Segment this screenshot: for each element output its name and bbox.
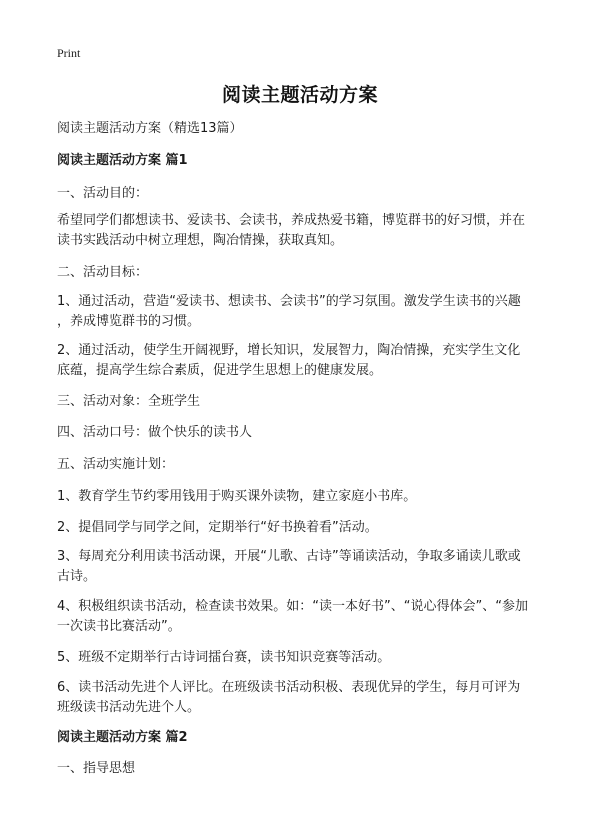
plan-item-1: 1、教育学生节约零用钱用于购买课外读物，建立家庭小书库。 xyxy=(57,489,417,504)
plan-4-line-2: 一次读书比赛活动”。 xyxy=(57,619,181,634)
plan-6-line-1: 6、读书活动先进个人评比。在班级读书活动积极、表现优异的学生，每月可评为 xyxy=(57,680,521,695)
goal-1-line-2: ，养成博览群书的习惯。 xyxy=(57,314,201,329)
plan-3-line-1: 3、每周充分利用读书活动课，开展“儿歌、古诗”等诵读活动，争取多诵读儿歌或 xyxy=(57,549,521,564)
purpose-line-1: 希望同学们都想读书、爱读书、会读书，养成热爱书籍，博览群书的好习惯，并在 xyxy=(57,213,526,228)
document-subtitle: 阅读主题活动方案（精选13篇） xyxy=(57,121,243,136)
plan-label: 五、活动实施计划： xyxy=(57,457,175,472)
plan-item-5: 5、班级不定期举行古诗词擂台赛，读书知识竞赛等活动。 xyxy=(57,650,391,665)
goal-2-line-1: 2、通过活动，使学生开阔视野，增长知识，发展智力，陶冶情操，充实学生文化 xyxy=(57,343,521,358)
section-heading-1: 阅读主题活动方案 篇1 xyxy=(57,153,188,168)
plan-item-4 xyxy=(57,597,547,637)
goal-label: 二、活动目标： xyxy=(57,265,149,280)
section-heading-2: 阅读主题活动方案 篇2 xyxy=(57,730,188,745)
plan-item-6 xyxy=(57,678,547,718)
plan-item-2: 2、提倡同学与同学之间，定期举行“好书换着看”活动。 xyxy=(57,520,378,535)
plan-3-line-2: 古诗。 xyxy=(57,569,97,584)
goal-1-line-1: 1、通过活动，营造“爱读书、想读书、会读书”的学习氛围。激发学生读书的兴趣 xyxy=(57,294,521,309)
purpose-paragraph xyxy=(57,211,547,251)
purpose-line-2: 读书实践活动中树立理想，陶冶情操，获取真知。 xyxy=(57,233,344,248)
goal-2-line-2: 底蕴，提高学生综合素质，促进学生思想上的健康发展。 xyxy=(57,363,383,378)
plan-item-3 xyxy=(57,547,547,587)
target-text: 三、活动对象：全班学生 xyxy=(57,394,201,409)
goal-paragraph-2 xyxy=(57,341,547,381)
slogan-text: 四、活动口号：做个快乐的读书人 xyxy=(57,425,253,440)
page-title: 阅读主题活动方案 xyxy=(221,84,378,106)
purpose-label: 一、活动目的： xyxy=(57,186,149,201)
guiding-label: 一、指导思想 xyxy=(57,761,136,776)
goal-paragraph-1 xyxy=(57,292,547,332)
plan-4-line-1: 4、积极组织读书活动，检查读书效果。如：“读一本好书”、“说心得体会”、“参加 xyxy=(57,599,528,614)
print-label: Print xyxy=(57,46,81,60)
plan-6-line-2: 班级读书活动先进个人。 xyxy=(57,700,201,715)
